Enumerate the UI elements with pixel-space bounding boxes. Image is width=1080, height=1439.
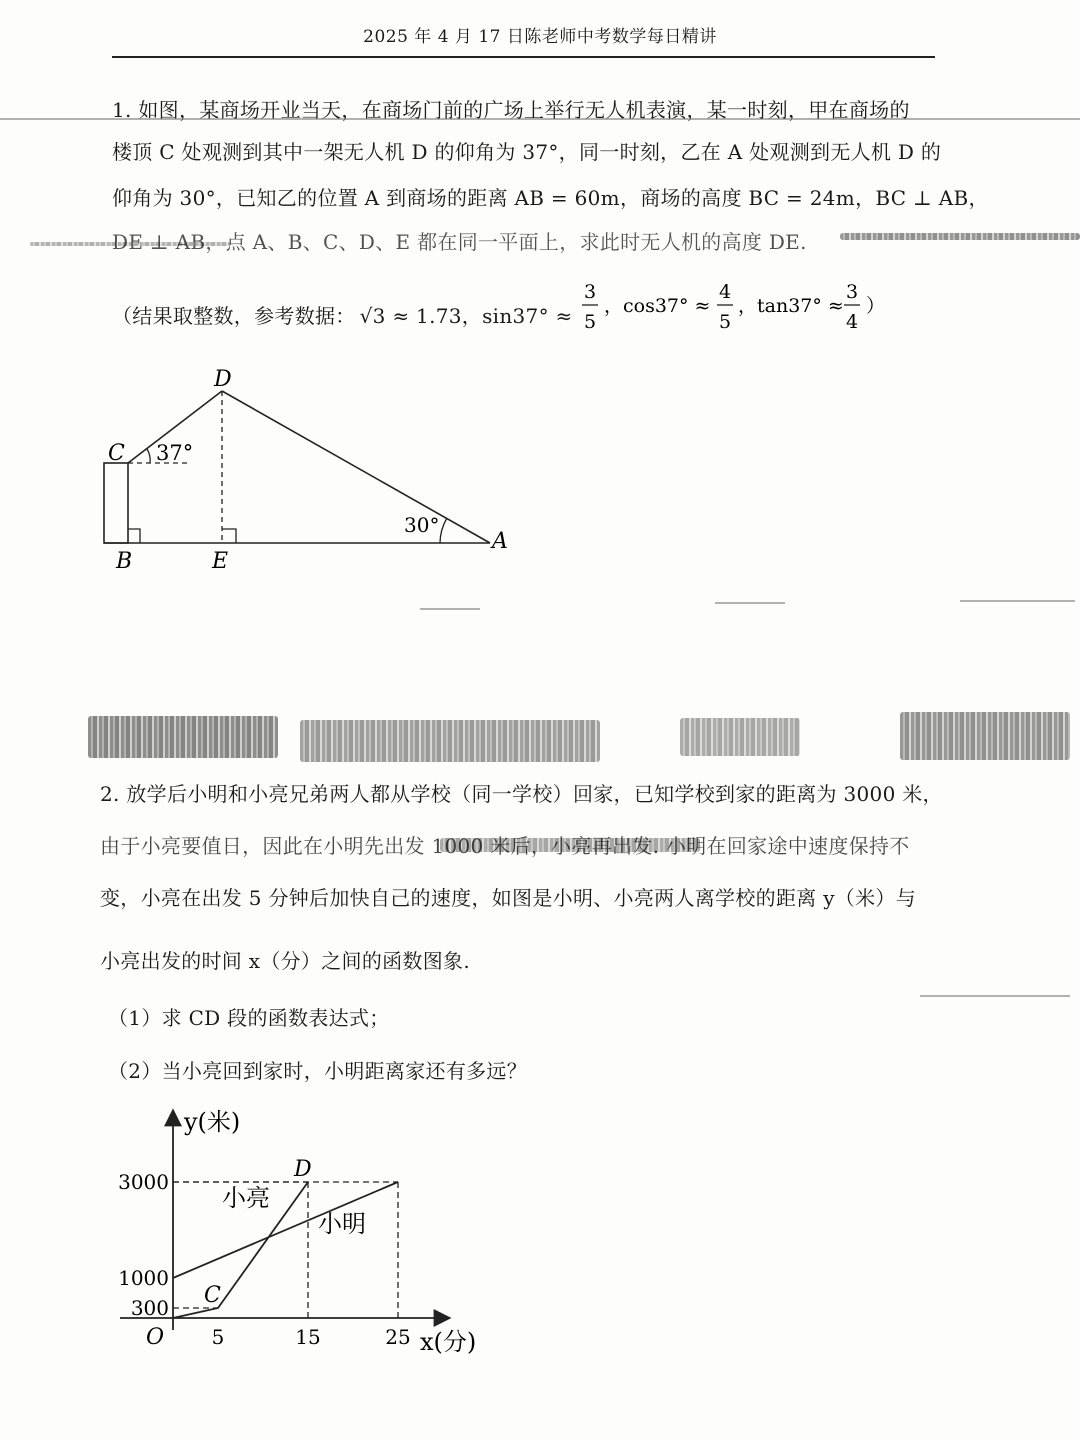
scan-smudge [88, 716, 278, 758]
x-tick-label-5: 5 [211, 1325, 225, 1349]
x-tick-label-25: 25 [385, 1325, 411, 1349]
x-tick-label-15: 15 [295, 1325, 321, 1349]
scan-smudge [920, 995, 1070, 997]
scan-smudge [30, 242, 230, 246]
point-label-C: C [204, 1283, 221, 1308]
cos-fraction [717, 281, 733, 333]
problem2-line-2: 由于小亮要值日，因此在小明先出发 1000 米后，小亮再出发. 小明在回家途中速度保持不 [100, 834, 910, 858]
label-a: A [492, 529, 508, 554]
question-2: （2）当小亮回到家时，小明距离家还有多远？ [108, 1059, 528, 1083]
y-tick-label-3000: 3000 [118, 1170, 169, 1194]
angle-label-37: 37° [156, 441, 194, 465]
scan-smudge [960, 600, 1075, 602]
angle-label-30: 30° [404, 513, 440, 537]
question-1: （1）求 CD 段的函数表达式； [108, 1006, 390, 1030]
point-label-D: D [294, 1157, 312, 1182]
reference-suffix: ） [866, 295, 886, 317]
sin-numerator: 3 [583, 281, 597, 303]
y-tick-label-300: 300 [130, 1296, 169, 1320]
right-angle-mark-e [222, 529, 236, 543]
scan-smudge [680, 718, 800, 756]
sin-denominator: 5 [583, 311, 597, 333]
label-d: D [214, 367, 232, 392]
y-tick-label-1000: 1000 [118, 1266, 169, 1290]
scan-smudge [420, 608, 480, 610]
series-name-xiaoming: 小明 [318, 1210, 366, 1238]
x-axis-label: x(分) [420, 1328, 477, 1356]
reference-prefix: （结果取整数，参考数据： [112, 304, 356, 328]
series-name-xiaoliang: 小亮 [222, 1184, 270, 1212]
angle-arc-a [440, 518, 447, 543]
problem1-line-1: 1. 如图，某商场开业当天，在商场门前的广场上举行无人机表演，某一时刻，甲在商场的 [112, 98, 910, 122]
sin37-label: sin37° ≈ [482, 304, 573, 328]
tan-denominator: 4 [845, 311, 859, 333]
label-e: E [212, 549, 229, 574]
chart-marks [118, 1157, 411, 1349]
scan-smudge [900, 712, 1070, 760]
reference-fractions [580, 276, 890, 342]
problem1-figure [90, 360, 530, 580]
angle-arc-c [147, 449, 150, 463]
y-axis-label: y(米) [184, 1108, 241, 1136]
cos37-label: ，cos37° ≈ [604, 295, 711, 317]
problem1-line-4: DE ⊥ AB，点 A、B、C、D、E 都在同一平面上，求此时无人机的高度 DE. [112, 230, 807, 254]
origin-label: O [146, 1325, 165, 1350]
scan-smudge [715, 602, 785, 604]
problem2-line-1: 2. 放学后小明和小亮兄弟两人都从学校（同一学校）回家，已知学校到家的距离为 3000 米， [100, 782, 943, 806]
tan-numerator: 3 [845, 281, 859, 303]
problem1-line-3: 仰角为 30°，已知乙的位置 A 到商场的距离 AB = 60m，商场的高度 BC = 24m，BC ⊥ AB， [112, 186, 989, 210]
tan37-label: ，tan37° ≈ [738, 295, 844, 317]
scan-smudge [840, 233, 1080, 240]
header-rule [112, 56, 935, 58]
page-header: 2025 年 4 月 17 日陈老师中考数学每日精讲 [363, 27, 717, 47]
sqrt3-value: √3 ≈ 1.73， [359, 304, 483, 328]
scan-smudge [0, 118, 1080, 120]
line-da [222, 391, 490, 543]
problem2-line-3: 变，小亮在出发 5 分钟后加快自己的速度，如图是小明、小亮两人离学校的距离 y（米）与 [100, 886, 916, 910]
problem1-line-2: 楼顶 C 处观测到其中一架无人机 D 的仰角为 37°，同一时刻，乙在 A 处观测到无人机 D 的 [112, 140, 942, 164]
problem2-line-4: 小亮出发的时间 x（分）之间的函数图象. [100, 949, 470, 973]
scan-smudge [300, 720, 600, 762]
distance-time-chart [100, 1100, 520, 1360]
sin-fraction [582, 281, 598, 333]
cos-numerator: 4 [718, 281, 732, 303]
reference-data [112, 300, 573, 329]
tan-fraction [844, 281, 860, 333]
building-rect [104, 463, 128, 543]
label-b: B [116, 549, 133, 574]
label-c: C [108, 441, 125, 466]
cos-denominator: 5 [718, 311, 732, 333]
right-angle-mark-b [128, 529, 140, 543]
